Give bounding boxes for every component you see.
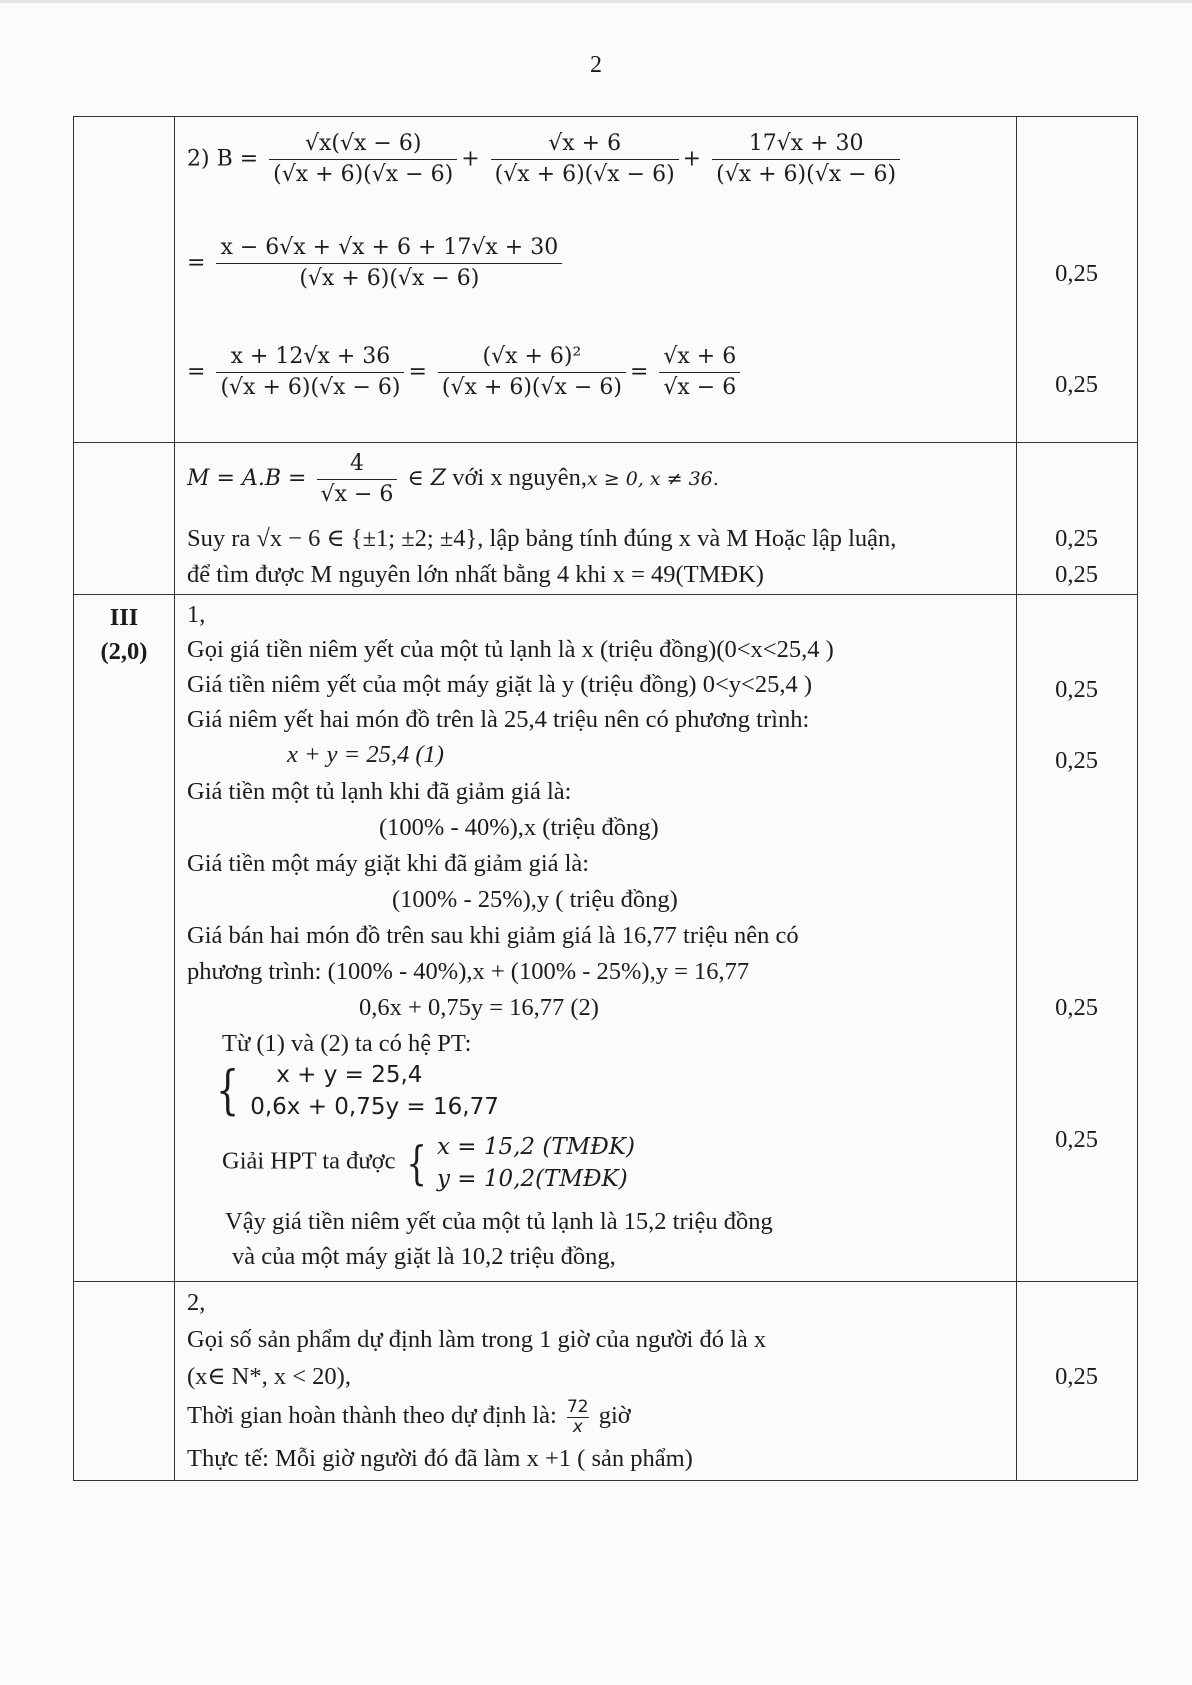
- content-cell: [175, 1282, 1017, 1481]
- row-section3-q2: [74, 1282, 1138, 1481]
- score: 0,25: [1055, 1363, 1098, 1390]
- system1-eq1: x + y = 25,4: [276, 1062, 423, 1088]
- q2-line: (x∈ N*, x < 20),: [187, 1363, 351, 1390]
- q1-line: Từ (1) và (2) ta có hệ PT:: [222, 1030, 472, 1057]
- section-cell-empty: [74, 117, 175, 443]
- content-cell: [175, 117, 1017, 443]
- score: 0,25: [1055, 525, 1098, 552]
- system2-eq2: y = 10,2(TMĐK): [436, 1166, 628, 1192]
- q1-line: 1,: [187, 601, 206, 628]
- q2-time-text: Thời gian hoàn thành theo dự định là:: [187, 1402, 557, 1430]
- q2-line: 2,: [187, 1289, 206, 1316]
- q1-line: Giá bán hai món đồ trên sau khi giảm giá là 16,77 triệu nên có: [187, 922, 799, 949]
- q1-conclusion: và của một máy giặt là 10,2 triệu đồng,: [232, 1243, 616, 1270]
- section-cell-empty: [74, 1282, 175, 1481]
- q2-time-unit: giờ: [598, 1402, 631, 1430]
- equation-system-2: [222, 1131, 635, 1195]
- score: 0,25: [1055, 371, 1098, 398]
- b-step3-numerator: x + 12√x + 36: [230, 344, 391, 369]
- section-cell-empty: [74, 443, 175, 595]
- score: 0,25: [1055, 1126, 1098, 1153]
- b-expression: 2) B = $\frac{√x(√x - 6)}{(√x + 6)(√x - 6)}$ + $\frac{√x + 6}{(√x + 6)(√x - 6)}$ + $\frac{17√x + 30}{(√x + 6)(√x - 6)}$: [187, 129, 904, 190]
- q1-line: x + y = 25,4 (1): [287, 741, 444, 768]
- score: 0,25: [1055, 676, 1098, 703]
- b-step2-numerator: x − 6√x + √x + 6 + 17√x + 30: [220, 235, 559, 260]
- system2-eq1: x = 15,2 (TMĐK): [436, 1134, 635, 1160]
- frac-denominator: x: [567, 1417, 589, 1437]
- row-part2: [74, 117, 1138, 443]
- q2-line: Gọi số sản phẩm dự định làm trong 1 giờ của người đó là x: [187, 1326, 767, 1353]
- content-cell: [175, 443, 1017, 595]
- score-cell: [1017, 443, 1138, 595]
- q1-line: (100% - 40%),x (triệu đồng): [379, 814, 659, 841]
- row-section3-q1: [74, 595, 1138, 1282]
- q1-line: Gọi giá tiền niêm yết của một tủ lạnh là x (triệu đồng)(0<x<25,4 ): [187, 636, 834, 663]
- m-condition: x ≥ 0, x ≠ 36.: [586, 468, 719, 491]
- m-line-2: Suy ra √x − 6 ∈ {±1; ±2; ±4}, lập bảng tính đúng x và M Hoặc lập luận,: [187, 525, 897, 552]
- row-part-m: [74, 443, 1138, 595]
- system1-eq2: 0,6x + 0,75y = 16,77: [250, 1094, 499, 1120]
- answer-table: [73, 116, 1138, 1481]
- frac-numerator: 72: [566, 1397, 589, 1417]
- b-step-3: = $\frac{x + 12√x + 36}{(√x + 6)(√x - 6)}$ = $\frac{\text{(√x + 6)²}}{(√x + 6)(√x - 6)}$ = $\frac{√x + 6}{√x - 6}$: [187, 342, 744, 403]
- score-cell: [1017, 1282, 1138, 1481]
- equation-system-1: [211, 1059, 499, 1123]
- q1-line: Giá tiền niêm yết của một máy giặt là y (triệu đồng) 0<y<25,4 ): [187, 671, 813, 698]
- score: 0,25: [1055, 747, 1098, 774]
- top-edge: [0, 0, 1192, 3]
- content-cell: [175, 595, 1017, 1282]
- m-expression: M = A.B = $\frac{4}{√x - 6}$ ∈ Z với x nguyên,x ≥ 0, x ≠ 36.: [187, 449, 719, 510]
- q2-time-line: [175, 1398, 631, 1437]
- q1-line: Giá tiền một tủ lạnh khi đã giảm giá là:: [187, 778, 572, 805]
- score: 0,25: [1055, 260, 1098, 287]
- score-cell: [1017, 595, 1138, 1282]
- q1-line: (100% - 25%),y ( triệu đồng): [392, 886, 678, 913]
- q1-conclusion: Vậy giá tiền niêm yết của một tủ lạnh là 15,2 triệu đồng: [225, 1208, 773, 1235]
- b-step-2: = $\frac{x - 6√x + √x + 6 + 17√x + 30}{(√x + 6)(√x - 6)}$: [187, 233, 566, 294]
- brace-icon: {: [215, 1061, 240, 1121]
- page-number: 2: [590, 52, 602, 78]
- m-line-3: để tìm được M nguyên lớn nhất bằng 4 khi x = 49(TMĐK): [187, 561, 764, 588]
- score: 0,25: [1055, 561, 1098, 588]
- m-text: với x nguyên,: [452, 464, 587, 492]
- solve-label: Giải HPT ta được: [222, 1147, 396, 1175]
- q2-line: Thực tế: Mỗi giờ người đó đã làm x +1 ( sản phẩm): [187, 1445, 693, 1472]
- q1-line: Giá niêm yết hai món đồ trên là 25,4 triệu nên có phương trình:: [187, 706, 810, 733]
- q1-line: phương trình: (100% - 40%),x + (100% - 25%),y = 16,77: [187, 958, 750, 985]
- score-cell: [1017, 117, 1138, 443]
- score: 0,25: [1055, 994, 1098, 1021]
- brace-icon: {: [405, 1136, 427, 1190]
- section-points: (2,0): [100, 638, 148, 665]
- b-prefix: 2) B =: [187, 146, 259, 172]
- q1-line: 0,6x + 0,75y = 16,77 (2): [359, 994, 599, 1021]
- section-label: III: [109, 604, 139, 631]
- section-cell: [74, 595, 175, 1282]
- q1-line: Giá tiền một máy giặt khi đã giảm giá là:: [187, 850, 590, 877]
